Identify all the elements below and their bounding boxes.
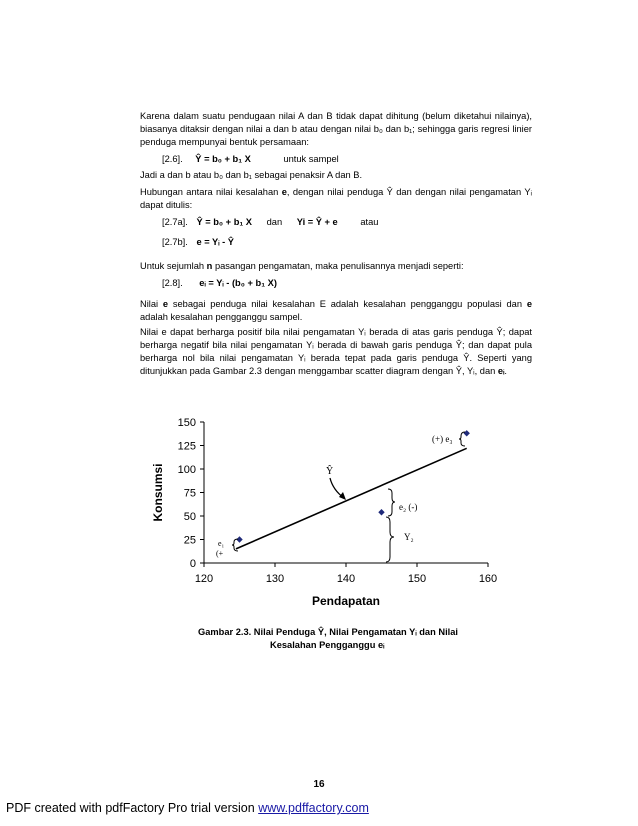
equation-formula: Ŷ = b₀ + b₁ X — [195, 154, 251, 164]
text-run: Untuk sejumlah — [140, 261, 207, 271]
y-tick-label: 75 — [183, 487, 196, 500]
text-run: adalah kesalahan pengganggu sampel. — [140, 312, 303, 322]
equation-number: [2.6]. — [162, 154, 183, 164]
annotation-e3: (+) e₃ — [432, 434, 453, 444]
equation-note: untuk sampel — [283, 154, 339, 164]
annotation-y2: Y₂ — [404, 532, 414, 542]
text-run: Nilai — [140, 299, 163, 309]
caption-line-1: Gambar 2.3. Nilai Penduga Ŷ, Nilai Pengamatan Yᵢ dan Nilai — [198, 627, 458, 637]
text-run: . — [504, 366, 507, 376]
y-tick-label: 0 — [189, 558, 196, 570]
x-tick-label: 160 — [478, 573, 498, 585]
text-run: Hubungan antara nilai kesalahan — [140, 187, 282, 197]
caption-line-2: Kesalahan Pengganggu eᵢ — [270, 640, 385, 650]
x-tick-label: 120 — [194, 573, 214, 585]
brace-e2 — [388, 489, 395, 516]
data-point — [378, 509, 384, 515]
footer-text: PDF created with pdfFactory Pro trial version — [6, 801, 259, 815]
brace-e3 — [459, 432, 465, 446]
equation-formula: Ŷ = b₀ + b₁ X — [196, 217, 253, 227]
paragraph-1: Karena dalam suatu pendugaan nilai A dan B tidak dapat dihitung (belum diketahui nilainya), biasanya ditaksir dengan nilai a dan b atau dengan nilai b₀ dan b₁; sehingga garis regresi linier penduga mempunyai bentuk persamaan: — [140, 111, 532, 147]
equation-number: [2.7a]. — [162, 217, 188, 227]
text-run-bold: e — [281, 187, 287, 197]
equation-formula: e = Yᵢ - Ŷ — [196, 237, 235, 247]
regression-line — [236, 448, 467, 549]
text-run: Nilai e dapat berharga positif bila nilai pengamatan Yᵢ berada di atas garis penduga Ŷ; dapat berharga negatif bila nilai pengamatan Yᵢ berada di bawah garis penduga Ŷ; dan dapat pula berharga nol bila nilai pengamatan Yᵢ berada tepat pada garis penduga Ŷ. Seperti yang ditunjukkan pada Gambar 2.3 dengan menggambar scatter diagram dengan Ŷ, Yᵢ, dan — [140, 327, 532, 376]
page-number: 16 — [313, 779, 325, 790]
brace-y2 — [386, 517, 394, 562]
text-run-bold: e — [526, 299, 532, 309]
data-point — [464, 430, 470, 436]
annotation-e1: e₁ — [218, 539, 225, 548]
text-run-bold: eᵢ — [497, 366, 505, 376]
annotation-yhat: Ŷ — [326, 466, 334, 477]
x-tick-label: 140 — [336, 573, 356, 585]
y-tick-label: 125 — [177, 440, 196, 453]
y-tick-label: 150 — [177, 417, 196, 429]
paragraph-2: Jadi a dan b atau b₀ dan b₁ sebagai penaksir A dan B. — [140, 170, 363, 180]
x-tick-label: 130 — [265, 573, 285, 585]
equation-note: atau — [360, 217, 379, 227]
y-tick-label: 100 — [177, 464, 196, 476]
text-run-bold: n — [206, 261, 213, 271]
equation-connector: dan — [266, 217, 283, 227]
text-run: sebagai penduga nilai kesalahan E adalah kesalahan pengganggu populasi dan — [168, 299, 527, 309]
equation-formula: eᵢ = Yᵢ - (b₀ + b₁ X) — [199, 278, 277, 288]
y-tick-label: 25 — [183, 534, 196, 547]
text-run: , dengan nilai penduga Ŷ dan dengan nilai pengamatan Yᵢ dapat ditulis: — [140, 187, 532, 210]
footer-link[interactable]: www.pdffactory.com — [258, 801, 369, 815]
pdf-footer — [6, 801, 369, 815]
annotation-e2: e₂ (-) — [399, 502, 418, 512]
figure-caption — [198, 626, 508, 652]
annotation-e1-sign: (+ — [216, 549, 224, 558]
y-tick-label: 50 — [183, 511, 196, 523]
text-run: pasangan pengamatan, maka penulisannya menjadi seperti: — [212, 261, 464, 271]
equation-formula: Yi = Ŷ + e — [296, 217, 338, 227]
equation-number: [2.7b]. — [162, 237, 188, 247]
y-axis-title: Konsumsi — [151, 463, 165, 522]
annotation-arrowhead — [339, 492, 346, 500]
x-axis-title: Pendapatan — [311, 594, 381, 608]
x-tick-label: 150 — [407, 573, 427, 585]
text-run-bold: e — [162, 299, 169, 309]
equation-number: [2.8]. — [162, 278, 183, 288]
